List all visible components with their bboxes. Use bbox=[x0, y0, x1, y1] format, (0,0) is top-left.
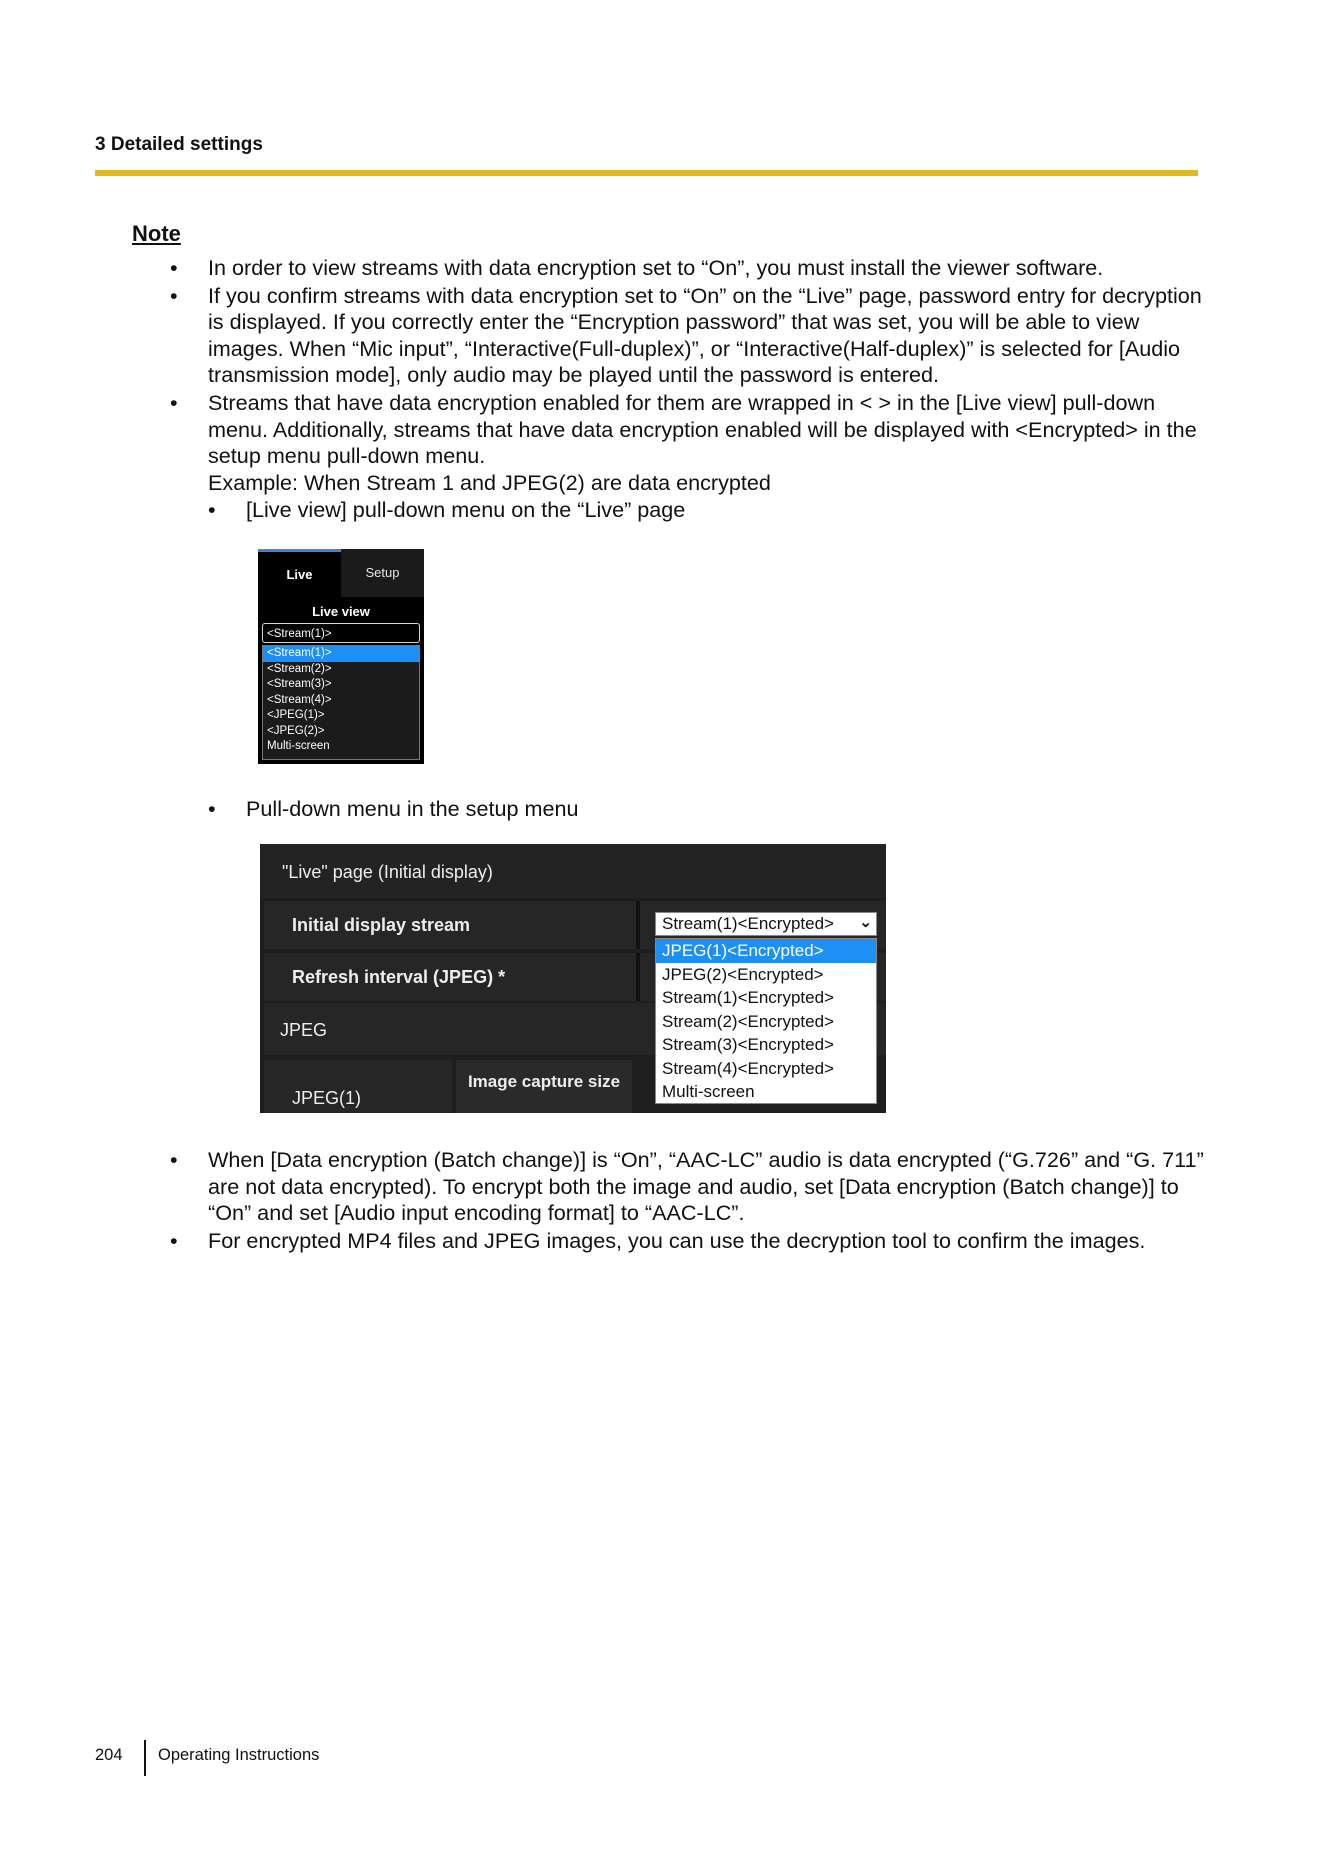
tab-live[interactable]: Live bbox=[258, 549, 341, 597]
initial-display-stream-select[interactable]: Stream(1)<Encrypted> ⌄ bbox=[655, 912, 877, 936]
row-divider bbox=[636, 901, 640, 949]
page-number: 204 bbox=[95, 1746, 123, 1764]
live-view-options bbox=[262, 645, 420, 760]
row-divider bbox=[636, 953, 640, 1001]
note-bullet-4: • When [Data encryption (Batch change)] is “On”, “AAC-LC” audio is data encrypted (“G.726” and “G. 711” are not data encrypted). To encrypt both the image and audio, set [Data encryption (Batch change)] to “On” and set [Audio input encoding format] to “AAC-LC”. bbox=[170, 1147, 1205, 1227]
note-list bbox=[170, 255, 1205, 525]
setup-section-heading: "Live" page (Initial display) bbox=[260, 844, 886, 898]
initial-display-stream-label: Initial display stream bbox=[292, 915, 471, 935]
live-view-label: Live view bbox=[312, 604, 370, 619]
setup-option-stream1[interactable]: Stream(1)<Encrypted> bbox=[662, 988, 834, 1007]
chevron-down-icon: ⌄ bbox=[859, 914, 872, 931]
setup-option-stream2[interactable]: Stream(2)<Encrypted> bbox=[662, 1011, 834, 1031]
setup-option-multiscreen[interactable]: Multi-screen bbox=[662, 1082, 755, 1101]
sub-bullet-live: • [Live view] pull-down menu on the “Live” page bbox=[208, 497, 1205, 524]
sub-bullet-setup: • Pull-down menu in the setup menu bbox=[208, 796, 1205, 823]
note-bullet-3: • Streams that have data encryption enabled for them are wrapped in < > in the [Live view] pull-down menu. Additionally, streams that have data encryption enabled will be displayed with <Encrypted> in the setup menu pull-down menu. Example: When Stream 1 and JPEG(2) are data encrypted • [Live view] pull-down menu on the “Live” page bbox=[170, 390, 1205, 524]
live-option-jpeg2[interactable]: <JPEG(2)> bbox=[267, 724, 325, 737]
setup-option-jpeg1[interactable]: JPEG(1)<Encrypted> bbox=[656, 939, 876, 963]
live-option-multiscreen[interactable]: Multi-screen bbox=[267, 740, 330, 752]
live-option-stream2[interactable]: <Stream(2)> bbox=[267, 662, 332, 675]
note-list-end bbox=[170, 1147, 1205, 1255]
setup-option-stream3[interactable]: Stream(3)<Encrypted> bbox=[662, 1035, 834, 1054]
note-list-cont bbox=[170, 795, 1205, 823]
header-rule bbox=[95, 170, 1198, 176]
initial-display-stream-options bbox=[655, 938, 877, 1104]
note-bullet-1: • In order to view streams with data encryption set to “On”, you must install the viewer software. bbox=[170, 255, 1205, 282]
note-bullet-5: • For encrypted MP4 files and JPEG images, you can use the decryption tool to confirm the images. bbox=[170, 1228, 1205, 1255]
note-bullet-2: • If you confirm streams with data encryption set to “On” on the “Live” page, password entry for decryption is displayed. If you correctly enter the “Encryption password” that was set, you will be able to view images. When “Mic input”, “Interactive(Full-duplex)”, or “Interactive(Half-duplex)” is selected for [Audio transmission mode], only audio may be played until the password is entered. bbox=[170, 283, 1205, 389]
footer-title: Operating Instructions bbox=[158, 1746, 320, 1764]
tab-setup[interactable]: Setup bbox=[365, 565, 400, 580]
setup-menu-figure bbox=[260, 844, 886, 1113]
refresh-interval-label: Refresh interval (JPEG) * bbox=[292, 967, 506, 987]
live-option-stream4[interactable]: <Stream(4)> bbox=[267, 693, 332, 706]
live-option-stream3[interactable]: <Stream(3)> bbox=[267, 678, 332, 690]
setup-option-stream4[interactable]: Stream(4)<Encrypted> bbox=[662, 1058, 834, 1078]
live-option-jpeg1[interactable]: <JPEG(1)> bbox=[267, 709, 325, 721]
setup-option-jpeg2[interactable]: JPEG(2)<Encrypted> bbox=[662, 964, 824, 984]
section-header: 3 Detailed settings bbox=[95, 134, 263, 155]
image-capture-size-label: Image capture size bbox=[456, 1060, 632, 1113]
example-text: Example: When Stream 1 and JPEG(2) are data encrypted bbox=[208, 469, 771, 495]
note-title: Note bbox=[132, 221, 181, 246]
jpeg-heading: JPEG bbox=[264, 1003, 886, 1055]
footer-divider bbox=[144, 1740, 146, 1776]
jpeg1-label: JPEG(1) bbox=[264, 1060, 452, 1113]
live-view-figure bbox=[258, 549, 424, 764]
live-option-stream1[interactable]: <Stream(1)> bbox=[263, 646, 419, 662]
live-view-select[interactable]: <Stream(1)> bbox=[262, 623, 420, 643]
